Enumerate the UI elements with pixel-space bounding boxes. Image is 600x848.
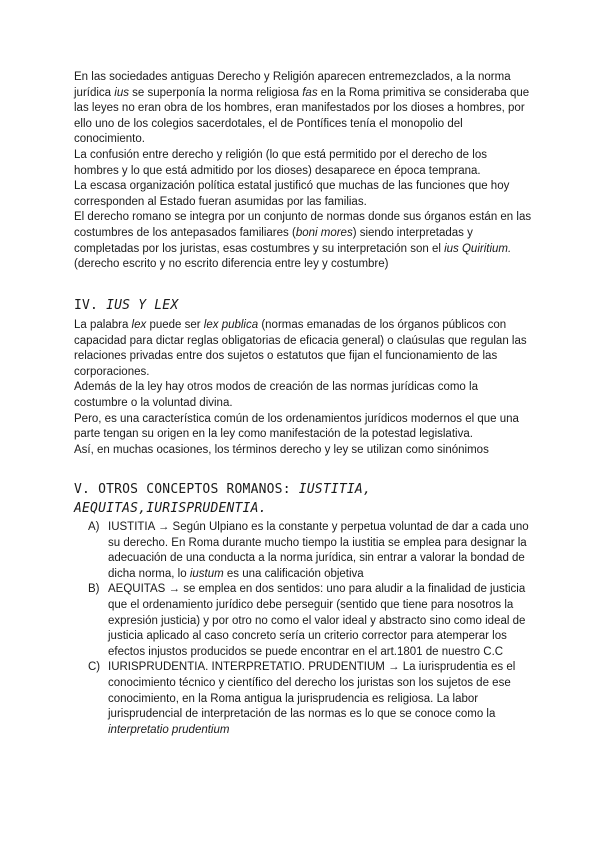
list-marker: A) bbox=[88, 521, 100, 533]
intro-paragraph-4: El derecho romano se integra por un conjunto de normas donde sus órganos están en las costumbres de los antepasados familiares (boni mores) siendo interpretadas y completadas por los juristas, esas costumbres y su interpretación son el ius Quiritium. (derecho escrito y no escrito diferencia entre ley y costumbre) bbox=[74, 211, 532, 271]
section-5-list bbox=[88, 520, 540, 738]
section-4-heading: IV. IUS Y LEX bbox=[74, 298, 179, 313]
section-5-heading: V. OTROS CONCEPTOS ROMANOS: IUSTITIA, AEQUITAS,IURISPRUDENTIA. bbox=[74, 482, 371, 516]
intro-paragraph-1: En las sociedades antiguas Derecho y Religión aparecen entremezclados, a la norma jurídica ius se superponía la norma religiosa fas en la Roma primitiva se consideraba que las leyes no eran obra de los hombres, eran manifestados por los dioses a hombres, por ello uno de los colegios sacerdotales, el de Pontífices tenía el monopolio del conocimiento. bbox=[74, 71, 530, 146]
intro-paragraph-2: La confusión entre derecho y religión (lo que está permitido por el derecho de los hombres y lo que está admitido por los dioses) desaparece en época temprana. bbox=[74, 148, 487, 177]
list-marker: C) bbox=[88, 661, 101, 674]
section-4-body bbox=[74, 318, 534, 458]
intro-paragraph-3: La escasa organización política estatal justificó que muchas de las funciones que hoy corresponden al Estado fueran asumidas por las familias. bbox=[74, 180, 510, 208]
list-item-aequitas: B) AEQUITAS → se emplea en dos sentidos: uno para aludir a la finalidad de justicia que el ordenamiento jurídico debe perseguir (sentido que tiene para nosotros la expresión justicia) y por otro no como el valor ideal y abstracto sino como ideal de justicia aplicado al caso concreto sería un criterio corrector para atemperar los efectos injustos producidos se puede encontrar en el art.1801 de nuestro C.C bbox=[88, 583, 526, 658]
section-4-paragraph-2: Además de la ley hay otros modos de creación de las normas jurídicas como la costumbre o la voluntad divina. bbox=[74, 381, 478, 409]
list-item-iurisprudentia: C) IURISPRUDENTIA. INTERPRETATIO. PRUDENTIUM → La iurisprudentia es el conocimiento técnico y científico del derecho los juristas son los sujetos de ese conocimiento, en la Roma antigua la jurisprudencia es religiosa. La labor jurisprudencial de interpretación de las normas es lo que se conoce como la interpretatio prudentium bbox=[88, 661, 516, 736]
section-4-paragraph-4: Así, en muchas ocasiones, los términos derecho y ley se utilizan como sinónimos bbox=[74, 443, 489, 456]
list-item-iustitia: A) IUSTITIA → Según Ulpiano es la constante y perpetua voluntad de dar a cada uno su derecho. En Roma durante mucho tiempo la iustitia se emplea para designar la adecuación de una conducta a la norma jurídica, sin entrar a valorar la bondad de dicha norma, lo iustum es una calificación objetiva bbox=[88, 521, 529, 580]
intro-section bbox=[74, 70, 534, 273]
list-marker: B) bbox=[88, 583, 100, 596]
section-4-paragraph-1: La palabra lex puede ser lex publica (normas emanadas de los órganos públicos con capacidad para dictar reglas obligatorias de eficacia general) o claúsulas que regulan las relaciones privadas entre dos sujetos o estatutos que fijan el funcionamiento de las corporaciones. bbox=[74, 319, 527, 378]
section-4-paragraph-3: Pero, es una característica común de los ordenamientos jurídicos modernos el que una parte tengan su origen en la ley como manifestación de la potestad legislativa. bbox=[74, 412, 519, 441]
